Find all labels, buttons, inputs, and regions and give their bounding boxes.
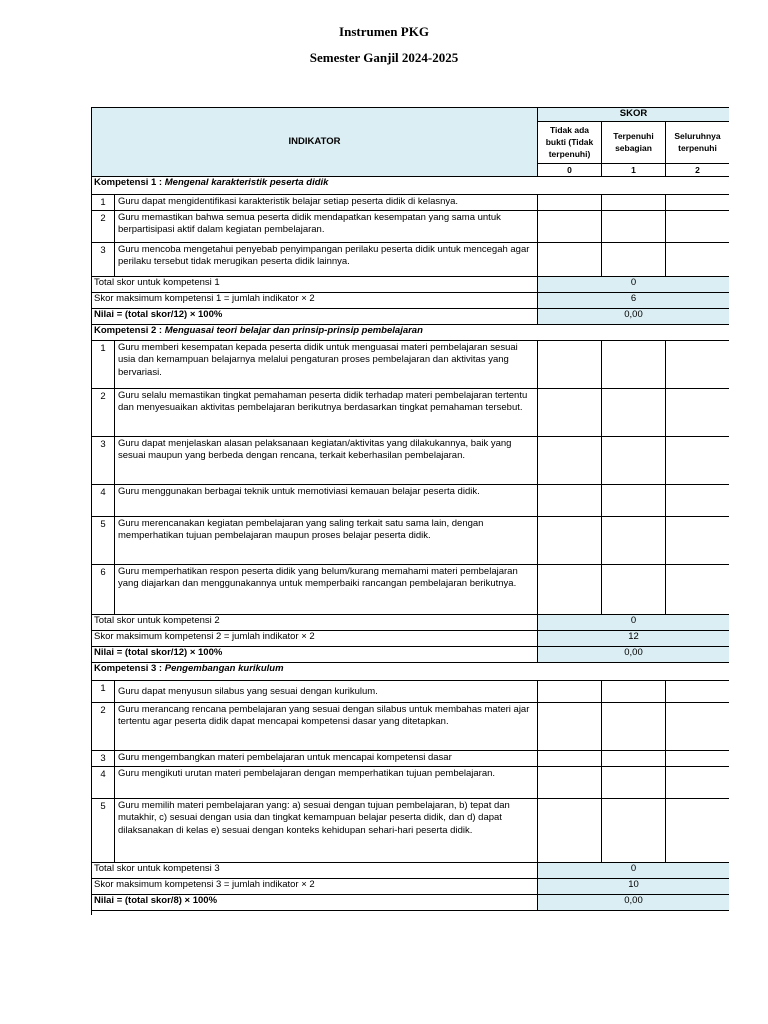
score-cell-1[interactable]: [602, 484, 666, 516]
score-cell-1[interactable]: [602, 680, 666, 702]
next-section-cutoff: [92, 910, 730, 915]
score-cell-2[interactable]: [666, 766, 730, 798]
score-cell-1[interactable]: [602, 798, 666, 862]
score-cell-0[interactable]: [538, 484, 602, 516]
document-title: Instrumen PKG: [339, 24, 429, 39]
score-cell-0[interactable]: [538, 210, 602, 242]
document-semester: Semester Ganjil 2024-2025: [309, 50, 459, 65]
score-cell-1[interactable]: [602, 750, 666, 766]
score-cell-2[interactable]: [666, 750, 730, 766]
table-row: [92, 484, 730, 516]
skor-maksimum-value: 12: [538, 630, 730, 646]
score-cell-0[interactable]: [538, 680, 602, 702]
score-cell-0[interactable]: [538, 194, 602, 210]
table-row: [92, 750, 730, 766]
score-cell-1[interactable]: [602, 194, 666, 210]
item-indicator: Guru merencanakan kegiatan pembelajaran yang saling terkait satu sama lain, dengan memperhatikan tujuan pembelajaran maupun proses belajar peserta didik.: [115, 516, 538, 564]
item-indicator: Guru memastikan bahwa semua peserta didik mendapatkan kesempatan yang sama untuk berpartisipasi aktif dalam kegiatan pembelajaran.: [115, 210, 538, 242]
item-indicator: Guru selalu memastikan tingkat pemahaman peserta didik terhadap materi pembelajaran tertentu dan menyesuaikan aktivitas pembelajaran berikutnya berdasarkan tingkat pemahaman tersebut.: [115, 388, 538, 436]
score-cell-1[interactable]: [602, 340, 666, 388]
item-number: 1: [92, 680, 115, 702]
nilai-label: Nilai = (total skor/12) × 100%: [92, 646, 538, 662]
score-cell-0[interactable]: [538, 564, 602, 614]
score-cell-2[interactable]: [666, 702, 730, 750]
table-row: [92, 702, 730, 750]
pkg-table: [91, 107, 729, 915]
nilai-value: 0,00: [538, 894, 730, 910]
score-cell-0[interactable]: [538, 516, 602, 564]
item-number: 2: [92, 702, 115, 750]
item-indicator: Guru memberi kesempatan kepada peserta didik untuk menguasai materi pembelajaran sesuai usia dan kemampuan belajarnya melalui pengaturan proses pembelajaran dan aktivitas yang bervariasi.: [115, 340, 538, 388]
indikator-header: INDIKATOR: [92, 108, 538, 177]
total-skor-label: Total skor untuk kompetensi 2: [92, 614, 538, 630]
score-cell-2[interactable]: [666, 388, 730, 436]
kompetensi-1-prefix: Kompetensi 1 :: [94, 176, 165, 188]
item-number: 4: [92, 484, 115, 516]
score-cell-2[interactable]: [666, 484, 730, 516]
score-cell-2[interactable]: [666, 194, 730, 210]
score-cell-1[interactable]: [602, 242, 666, 276]
score-cell-2[interactable]: [666, 210, 730, 242]
score-cell-1[interactable]: [602, 436, 666, 484]
col1-label: Terpenuhi sebagian: [602, 121, 666, 163]
item-indicator: Guru mengikuti urutan materi pembelajaran dengan memperhatikan tujuan pembelajaran.: [115, 766, 538, 798]
table-row: [92, 766, 730, 798]
item-number: 6: [92, 564, 115, 614]
nilai-value: 0,00: [538, 646, 730, 662]
score-cell-1[interactable]: [602, 564, 666, 614]
col0-value: 0: [538, 163, 602, 176]
item-number: 2: [92, 210, 115, 242]
score-cell-1[interactable]: [602, 388, 666, 436]
skor-maksimum-label: Skor maksimum kompetensi 1 = jumlah indikator × 2: [92, 292, 538, 308]
kompetensi-2-name: Menguasai teori belajar dan prinsip-prinsip pembelajaran: [164, 324, 423, 336]
skor-maksimum-value: 6: [538, 292, 730, 308]
nilai-value: 0,00: [538, 308, 730, 324]
table-row: [92, 564, 730, 614]
item-indicator: Guru dapat mengidentifikasi karakteristik belajar setiap peserta didik di kelasnya.: [115, 194, 538, 210]
item-indicator: Guru memperhatikan respon peserta didik yang belum/kurang memahami materi pembelajaran yang diajarkan dan menggunakannya untuk memperbaiki rancangan pembelajaran berikutnya.: [115, 564, 538, 614]
skor-header: SKOR: [538, 108, 730, 122]
table-row: [92, 194, 730, 210]
item-number: 1: [92, 340, 115, 388]
kompetensi-3-prefix: Kompetensi 3 :: [94, 662, 165, 674]
score-cell-2[interactable]: [666, 798, 730, 862]
nilai-label: Nilai = (total skor/12) × 100%: [92, 308, 538, 324]
score-cell-2[interactable]: [666, 680, 730, 702]
table-row: [92, 340, 730, 388]
score-cell-0[interactable]: [538, 750, 602, 766]
score-cell-0[interactable]: [538, 766, 602, 798]
score-cell-0[interactable]: [538, 436, 602, 484]
total-skor-value: 0: [538, 862, 730, 878]
item-number: 5: [92, 798, 115, 862]
score-cell-0[interactable]: [538, 388, 602, 436]
skor-maksimum-value: 10: [538, 878, 730, 894]
score-cell-2[interactable]: [666, 516, 730, 564]
col1-value: 1: [602, 163, 666, 176]
item-number: 3: [92, 436, 115, 484]
kompetensi-1-name: Mengenal karakteristik peserta didik: [164, 176, 329, 188]
item-indicator: Guru dapat menyusun silabus yang sesuai dengan kurikulum.: [115, 680, 538, 702]
skor-maksimum-label: Skor maksimum kompetensi 3 = jumlah indikator × 2: [92, 878, 538, 894]
score-cell-1[interactable]: [602, 702, 666, 750]
total-skor-label: Total skor untuk kompetensi 1: [92, 276, 538, 292]
skor-maksimum-label: Skor maksimum kompetensi 2 = jumlah indikator × 2: [92, 630, 538, 646]
item-indicator: Guru memilih materi pembelajaran yang: a) sesuai dengan tujuan pembelajaran, b) tepat dan mutakhir, c) sesuai dengan usia dan tingkat kemampuan belajar peserta didik, dan d) dapat dilaksanakan di kelas e) sesuai dengan konteks kehidupan sehari-hari peserta didik.: [115, 798, 538, 862]
item-number: 5: [92, 516, 115, 564]
score-cell-0[interactable]: [538, 798, 602, 862]
item-indicator: Guru mengembangkan materi pembelajaran untuk mencapai kompetensi dasar: [115, 750, 538, 766]
total-skor-value: 0: [538, 276, 730, 292]
kompetensi-2-heading: [92, 324, 730, 340]
item-number: 4: [92, 766, 115, 798]
item-indicator: Guru dapat menjelaskan alasan pelaksanaan kegiatan/aktivitas yang dilakukannya, baik yang sesuai maupun yang berbeda dengan rencana, terkait keberhasilan pembelajaran.: [115, 436, 538, 484]
score-cell-0[interactable]: [538, 242, 602, 276]
item-number: 3: [92, 242, 115, 276]
score-cell-1[interactable]: [602, 210, 666, 242]
col2-value: 2: [666, 163, 730, 176]
total-skor-value: 0: [538, 614, 730, 630]
table-row: [92, 680, 730, 702]
score-cell-1[interactable]: [602, 766, 666, 798]
kompetensi-3-heading: [92, 662, 730, 680]
item-indicator: Guru merancang rencana pembelajaran yang sesuai dengan silabus untuk membahas materi ajar tertentu agar peserta didik dapat mencapai kompetensi dasar yang ditetapkan.: [115, 702, 538, 750]
score-cell-0[interactable]: [538, 340, 602, 388]
item-number: 2: [92, 388, 115, 436]
col2-label: Seluruhnya terpenuhi: [666, 121, 730, 163]
table-row: [92, 210, 730, 242]
kompetensi-2-prefix: Kompetensi 2 :: [94, 324, 165, 336]
item-number: 3: [92, 750, 115, 766]
item-indicator: Guru menggunakan berbagai teknik untuk memotiviasi kemauan belajar peserta didik.: [115, 484, 538, 516]
nilai-label: Nilai = (total skor/8) × 100%: [92, 894, 538, 910]
item-number: 1: [92, 194, 115, 210]
kompetensi-1-heading: [92, 176, 730, 194]
table-row: [92, 436, 730, 484]
item-indicator: Guru mencoba mengetahui penyebab penyimpangan perilaku peserta didik untuk mencegah agar perilaku tersebut tidak merugikan peserta didik lainnya.: [115, 242, 538, 276]
kompetensi-3-name: Pengembangan kurikulum: [164, 662, 284, 674]
score-cell-2[interactable]: [666, 242, 730, 276]
score-cell-2[interactable]: [666, 436, 730, 484]
table-row: [92, 242, 730, 276]
table-row: [92, 516, 730, 564]
score-cell-2[interactable]: [666, 340, 730, 388]
table-row: [92, 388, 730, 436]
col0-label: Tidak ada bukti (Tidak terpenuhi): [538, 121, 602, 163]
pkg-table-container: [91, 107, 729, 915]
score-cell-0[interactable]: [538, 702, 602, 750]
score-cell-2[interactable]: [666, 564, 730, 614]
score-cell-1[interactable]: [602, 516, 666, 564]
total-skor-label: Total skor untuk kompetensi 3: [92, 862, 538, 878]
table-row: [92, 798, 730, 862]
